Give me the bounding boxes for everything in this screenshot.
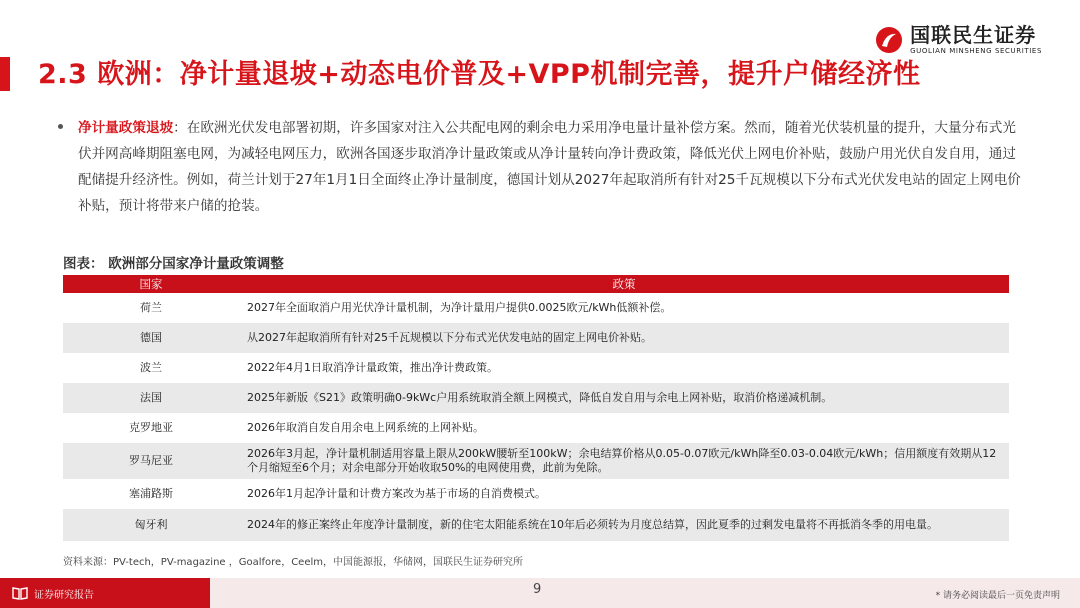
page-title: 2.3 欧洲：净计量退坡+动态电价普及+VPP机制完善，提升户储经济性 [38,59,921,90]
table-row [63,383,1009,413]
cell-country: 塞浦路斯 [129,487,173,500]
table-header-row [63,275,1009,293]
cell-policy: 2022年4月1日取消净计量政策，推出净计费政策。 [247,361,498,374]
cell-country: 荷兰 [140,301,162,314]
paragraph-lead: 净计量政策退坡 [78,120,174,136]
cell-policy: 2026年1月起净计量和计费方案改为基于市场的自消费模式。 [247,487,546,500]
policy-table [63,275,1009,541]
logo-name-cn: 国联民生证券 [910,23,1037,47]
header-country: 国家 [63,275,239,293]
table-row [63,479,1009,509]
paragraph-text: ：在欧洲光伏发电部署初期，许多国家对注入公共配电网的剩余电力采用净电量计量补偿方案。然而，随着光伏装机量的提升，大量分布式光伏并网高峰期阻塞电网，为减轻电网压力，欧洲各国逐步取消净计量政策或从净计量转向净计费政策，降低光伏上网电价补贴，鼓励户用光伏自发自用，通过配储提升经济性。例如，荷兰计划于27年1月1日全面终止净计量制度，德国计划从2027年起取消所有针对25千瓦规模以下分布式光伏发电站的固定上网电价补贴，预计将带来户储的抢装。 [78,120,1021,214]
cell-country: 匈牙利 [63,509,239,541]
book-icon [12,586,28,600]
table-caption: 图表： 欧洲部分国家净计量政策调整 [63,256,284,272]
cell-policy: 2027年全面取消户用光伏净计量机制，为净计量用户提供0.0025欧元/kWh低额补偿。 [247,301,672,314]
body-paragraph [58,115,1028,219]
footer-brand-strip [0,578,210,608]
cell-policy: 2025年新版《S21》政策明确0-9kWc户用系统取消全额上网模式，降低自发自用与余电上网补贴，取消价格递减机制。 [239,383,1009,413]
table-row [63,293,1009,323]
header-policy: 政策 [239,275,1009,293]
footer-label: 证券研究报告 [34,589,94,601]
cell-policy: 2026年3月起，净计量机制适用容量上限从200kW腰斩至100kW；余电结算价格从0.05-0.07欧元/kWh降至0.03-0.04欧元/kWh；信用额度有效期从12个月缩短至6个月；对余电部分开始收取50%的电网使用费，此前为免除。 [239,443,1009,479]
source-note: 资料来源：PV-tech，PV-magazine ，Goalfore，Ceelm，中国能源报，华储网，国联民生证券研究所 [63,557,523,568]
cell-policy: 从2027年起取消所有针对25千瓦规模以下分布式光伏发电站的固定上网电价补贴。 [239,323,1009,353]
page-number: 9 [533,582,542,597]
cell-country: 波兰 [140,361,162,374]
logo-mark-icon [874,25,904,55]
cell-country: 克罗地亚 [129,421,173,434]
title-accent-bar [0,57,10,91]
table-row [63,413,1009,443]
cell-policy: 2026年取消自发自用余电上网系统的上网补贴。 [247,421,484,434]
cell-country: 罗马尼亚 [63,443,239,479]
table-row [63,443,1009,479]
cell-country: 德国 [63,323,239,353]
cell-policy: 2024年的修正案终止年度净计量制度，新的住宅太阳能系统在10年后必须转为月度总结算，因此夏季的过剩发电量将不再抵消冬季的用电量。 [239,509,1009,541]
cell-country: 法国 [63,383,239,413]
logo [874,22,1042,58]
table-row [63,509,1009,541]
table-row [63,323,1009,353]
logo-name-en: GUOLIAN MINSHENG SECURITIES [910,47,1042,55]
table-row [63,353,1009,383]
footer-disclaimer: * 请务必阅读最后一页免责声明 [935,591,1060,601]
